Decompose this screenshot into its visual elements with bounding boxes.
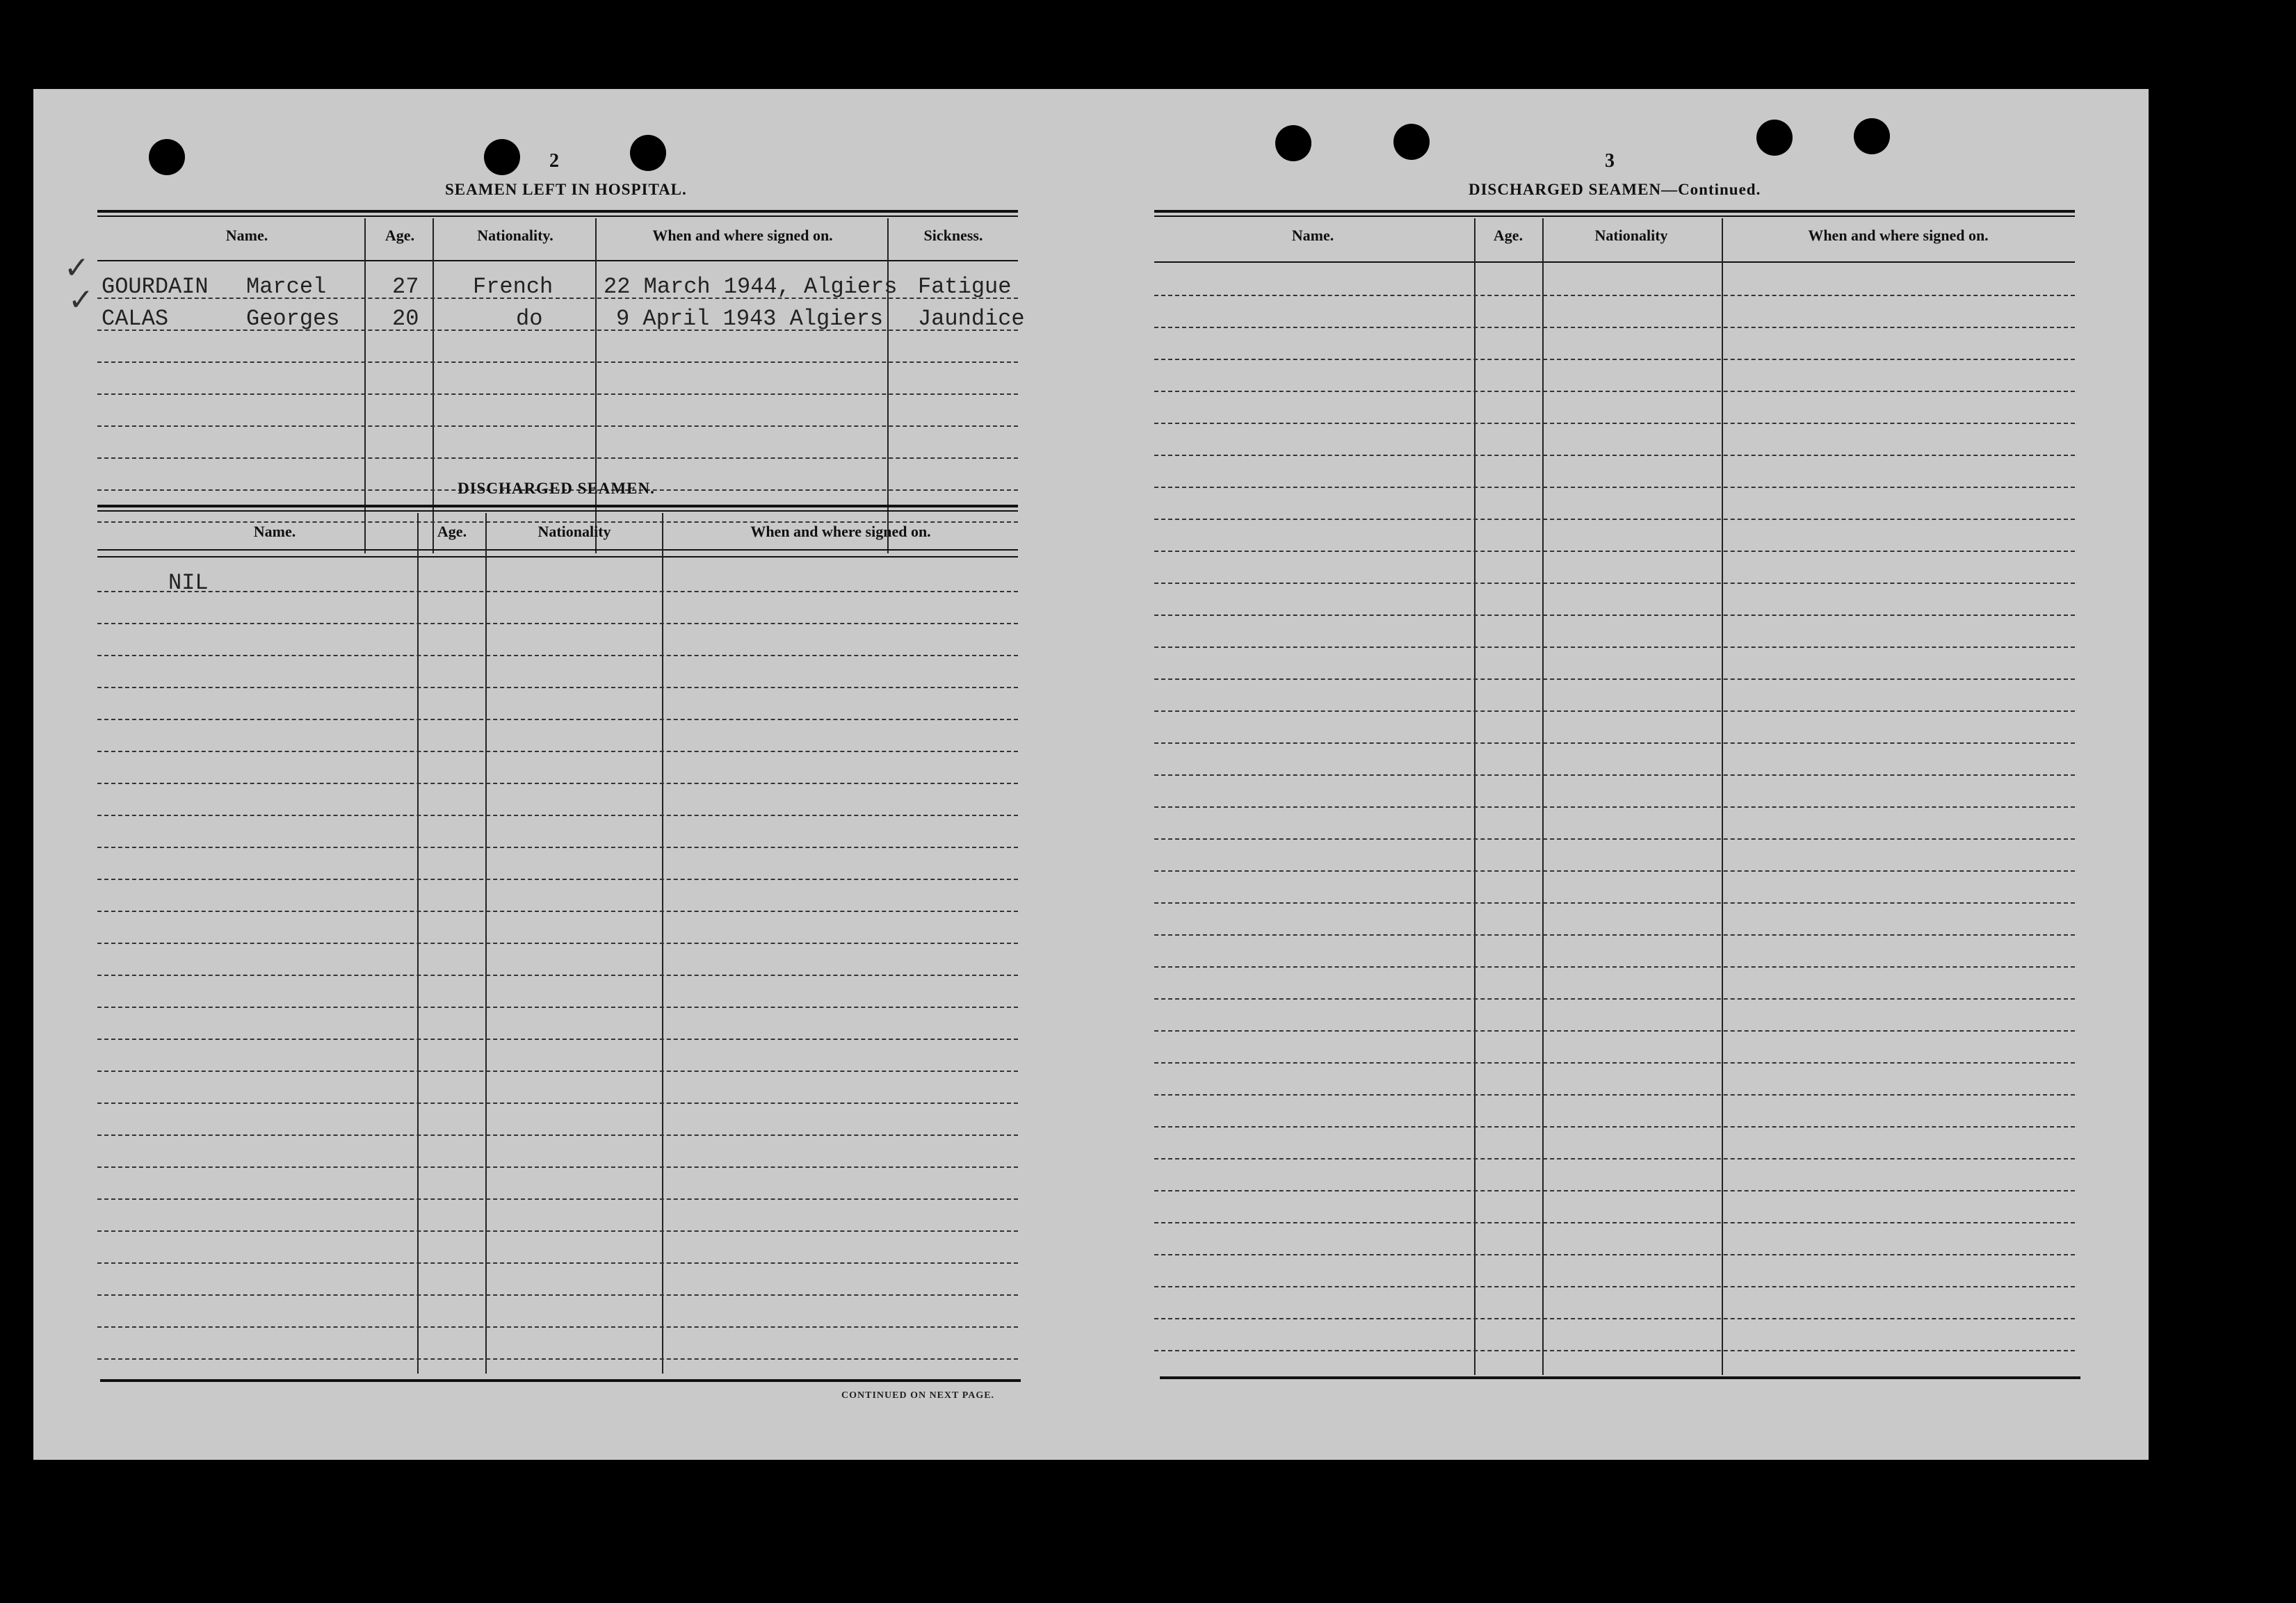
continued-note: CONTINUED ON NEXT PAGE. <box>841 1390 995 1401</box>
ruled-line <box>1154 359 2075 360</box>
right-header-rule <box>1154 261 2075 263</box>
discharged-top-rule-thin <box>97 510 1018 512</box>
ruled-line <box>97 911 1018 912</box>
ruled-line <box>1154 1190 2075 1191</box>
ruled-line <box>97 1326 1018 1328</box>
right-col-age: Age. <box>1493 227 1523 244</box>
ruled-line <box>1154 902 2075 904</box>
ruled-line <box>97 687 1018 688</box>
ruled-line <box>1154 1126 2075 1128</box>
ruled-line <box>1154 1030 2075 1032</box>
right-top-rule <box>1154 210 2075 213</box>
ruled-line <box>1154 870 2075 872</box>
ruled-line <box>97 751 1018 752</box>
discharged-col-signed-on: When and where signed on. <box>750 523 931 540</box>
right-col-signed-on: When and where signed on. <box>1808 227 1989 244</box>
ruled-line <box>97 393 1018 395</box>
check-mark: ✓ <box>68 282 94 318</box>
row-age: 27 <box>392 274 419 300</box>
row-nationality: do <box>516 306 543 332</box>
ruled-line <box>1154 487 2075 488</box>
punch-hole <box>1393 124 1430 160</box>
ruled-line <box>97 623 1018 624</box>
right-bottom-rule <box>1160 1376 2080 1379</box>
ruled-line <box>97 1071 1018 1072</box>
row-first-name: Georges <box>246 306 340 332</box>
punch-hole <box>630 135 666 171</box>
nil-entry: NIL <box>168 570 209 596</box>
discharged-col-name: Name. <box>253 523 296 540</box>
ruled-line <box>1154 742 2075 744</box>
discharged-top-rule <box>97 505 1018 507</box>
right-page-number: 3 <box>1605 150 1615 172</box>
row-nationality: French <box>473 274 553 300</box>
row-signed-on: 22 March 1944, Algiers <box>604 274 898 300</box>
ruled-line <box>1154 678 2075 680</box>
ruled-line <box>1154 295 2075 296</box>
ruled-line <box>97 1039 1018 1040</box>
ruled-line <box>1154 423 2075 424</box>
hospital-col-name: Name. <box>225 227 268 244</box>
ruled-line <box>97 719 1018 720</box>
hospital-divider <box>595 218 597 553</box>
right-col-name: Name. <box>1291 227 1334 244</box>
ruled-line <box>1154 1062 2075 1064</box>
discharged-col-age: Age. <box>437 523 467 540</box>
ruled-line <box>97 591 1018 592</box>
punch-hole <box>1756 120 1793 156</box>
row-surname: CALAS <box>102 306 169 332</box>
left-page-number: 2 <box>549 150 559 172</box>
ruled-line <box>97 943 1018 944</box>
ruled-line <box>97 1007 1018 1008</box>
ruled-line <box>97 975 1018 976</box>
hospital-col-age: Age. <box>385 227 415 244</box>
discharged-section-title-visible: DISCHARGED SEAMEN. <box>458 480 655 497</box>
right-col-nationality: Nationality <box>1594 227 1668 244</box>
ruled-line <box>97 1262 1018 1264</box>
row-signed-on: 9 April 1943 Algiers <box>616 306 884 332</box>
document-spread <box>33 89 2149 1460</box>
ruled-line <box>1154 774 2075 776</box>
ruled-line <box>97 879 1018 880</box>
ruled-line <box>1154 1158 2075 1159</box>
hospital-col-sickness: Sickness. <box>923 227 983 244</box>
ruled-line <box>1154 551 2075 552</box>
row-age: 20 <box>392 306 419 332</box>
row-sickness: Fatigue <box>918 274 1012 300</box>
row-surname: GOURDAIN <box>102 274 209 300</box>
ruled-line <box>97 1166 1018 1168</box>
ruled-line <box>1154 1254 2075 1255</box>
hospital-col-nationality: Nationality. <box>477 227 553 244</box>
ruled-line <box>97 1230 1018 1232</box>
ruled-line <box>1154 998 2075 1000</box>
mid-rule <box>97 549 1018 551</box>
ruled-line <box>97 1198 1018 1200</box>
ruled-line <box>97 1358 1018 1360</box>
discharged-col-nationality: Nationality <box>537 523 611 540</box>
right-section-title: DISCHARGED SEAMEN—Continued. <box>1469 181 1761 198</box>
bottom-rule <box>100 1379 1021 1382</box>
ruled-line <box>1154 519 2075 520</box>
row-first-name: Marcel <box>246 274 327 300</box>
top-rule-thin <box>97 215 1018 217</box>
hospital-divider <box>364 218 366 553</box>
right-top-rule-thin <box>1154 215 2075 217</box>
ruled-line <box>97 1294 1018 1296</box>
hospital-col-signed-on: When and where signed on. <box>652 227 833 244</box>
punch-hole <box>1275 125 1311 161</box>
ruled-line <box>1154 838 2075 840</box>
ruled-line <box>1154 391 2075 392</box>
ruled-line <box>97 361 1018 363</box>
punch-hole <box>1854 118 1890 154</box>
punch-hole <box>484 139 520 175</box>
ruled-line <box>1154 710 2075 712</box>
ruled-line <box>97 457 1018 459</box>
ruled-line <box>97 783 1018 784</box>
check-mark: ✓ <box>64 250 90 286</box>
row-sickness: Jaundice <box>918 306 1025 332</box>
discharged-header-rule <box>97 556 1018 558</box>
ruled-line <box>1154 327 2075 328</box>
ruled-line <box>97 425 1018 427</box>
hospital-section-title: SEAMEN LEFT IN HOSPITAL. <box>445 181 687 198</box>
ruled-line <box>1154 806 2075 808</box>
ruled-line <box>1154 1318 2075 1319</box>
ruled-line <box>1154 966 2075 968</box>
ruled-line <box>97 847 1018 848</box>
ruled-line <box>1154 934 2075 936</box>
ruled-line <box>97 1102 1018 1104</box>
ruled-line <box>97 1134 1018 1136</box>
ruled-line <box>1154 583 2075 584</box>
ruled-line <box>97 655 1018 656</box>
ruled-line <box>1154 1222 2075 1223</box>
hospital-divider <box>887 218 889 553</box>
hospital-header-rule <box>97 260 1018 261</box>
punch-hole <box>149 139 185 175</box>
ruled-line <box>1154 646 2075 648</box>
ruled-line <box>1154 1094 2075 1096</box>
ruled-line <box>1154 615 2075 616</box>
top-rule <box>97 210 1018 213</box>
ruled-line <box>1154 455 2075 456</box>
ruled-line <box>1154 1286 2075 1287</box>
hospital-divider <box>432 218 434 553</box>
ruled-line <box>97 815 1018 816</box>
ruled-line <box>1154 1350 2075 1351</box>
